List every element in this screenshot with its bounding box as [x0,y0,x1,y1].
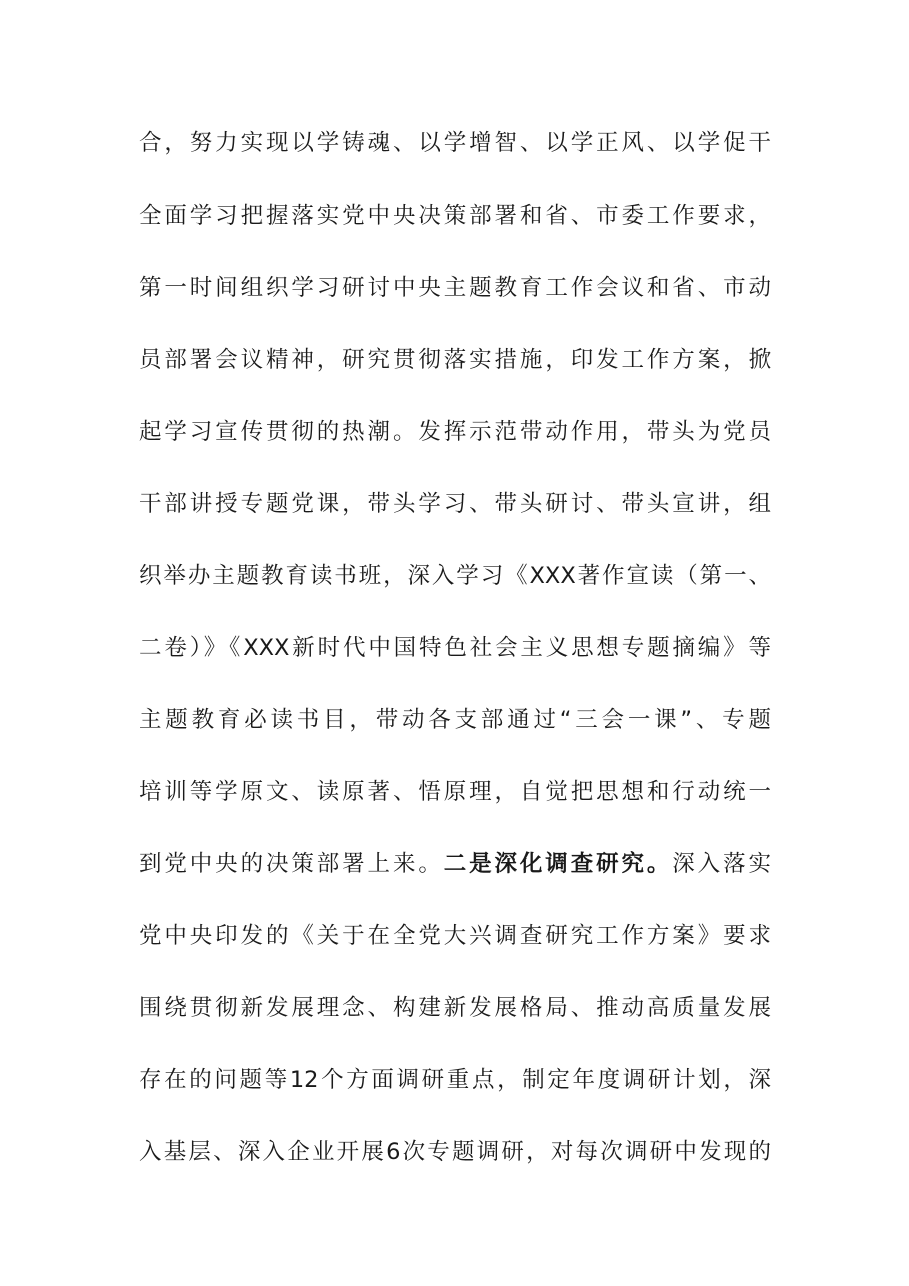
body-text-line: 全面学习把握落实党中央决策部署和省、市委工作要求， [139,203,771,229]
body-text-line: 第一时间组织学习研讨中央主题教育工作会议和省、市动 [139,275,771,301]
body-text-line: 主题教育必读书目，带动各支部通过“三会一课”、专题 [139,707,771,733]
body-text-segment: 深入落实 [672,851,771,877]
body-text-line: 起学习宣传贯彻的热潮。发挥示范带动作用，带头为党员 [139,419,771,445]
body-text-line: 织举办主题教育读书班，深入学习《XXX著作宣读（第一、 [139,563,771,589]
body-text-line: 干部讲授专题党课，带头学习、带头研讨、带头宣讲，组 [139,491,771,517]
body-text-line: 二卷）》《XXX新时代中国特色社会主义思想专题摘编》等 [139,635,771,661]
body-text-line: 党中央印发的《关于在全党大兴调查研究工作方案》要求 [139,923,771,949]
body-text-line: 培训等学原文、读原著、悟原理，自觉把思想和行动统一 [139,779,771,805]
body-text-line: 围绕贯彻新发展理念、构建新发展格局、推动高质量发展 [139,995,771,1021]
body-text-line-with-heading [139,844,771,884]
body-text-line: 员部署会议精神，研究贯彻落实措施，印发工作方案，掀 [139,347,771,373]
body-text-segment: 到党中央的决策部署上来。 [139,851,444,877]
body-text-line: 存在的问题等12个方面调研重点，制定年度调研计划，深 [139,1067,771,1093]
body-text-line: 入基层、深入企业开展6次专题调研，对每次调研中发现的 [139,1139,771,1165]
section-heading-inline: 二是深化调查研究。 [443,851,673,877]
body-text-line: 合，努力实现以学铸魂、以学增智、以学正风、以学促干 [139,130,771,156]
